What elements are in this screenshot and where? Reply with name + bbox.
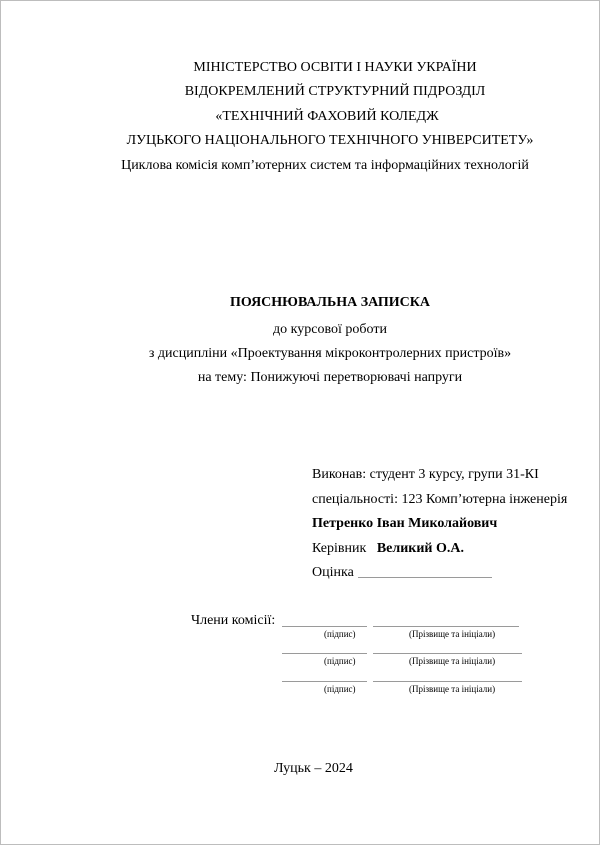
ministry-heading: МІНІСТЕРСТВО ОСВІТИ І НАУКИ УКРАЇНИ — [193, 60, 477, 75]
supervisor-label: Керівник — [312, 541, 367, 556]
document-title: ПОЯСНЮВАЛЬНА ЗАПИСКА — [229, 295, 430, 310]
discipline-line: з дисципліни «Проектування мікроконтролерних пристроїв» — [148, 346, 512, 361]
university-heading: ЛУЦЬКОГО НАЦІОНАЛЬНОГО ТЕХНІЧНОГО УНІВЕРСИТЕТУ» — [126, 133, 534, 148]
course-work-line: до курсової роботи — [273, 322, 387, 337]
commission-members-label: Члени комісії: — [191, 613, 276, 628]
division-heading: ВІДОКРЕМЛЕНИЙ СТРУКТУРНИЙ ПІДРОЗДІЛ — [184, 84, 486, 99]
supervisor-name: Великий О.А. — [376, 541, 464, 556]
grade-underline — [358, 577, 492, 578]
name-caption: (Прізвище та ініціали) — [409, 656, 496, 666]
student-name: Петренко Іван Миколайович — [312, 516, 498, 531]
supervisor-row — [312, 541, 464, 557]
performed-by: Виконав: студент 3 курсу, групи 31-КІ — [312, 467, 539, 482]
grade-label: Оцінка — [312, 565, 354, 580]
name-caption: (Прізвище та ініціали) — [409, 684, 496, 694]
signature-caption: (підпис) — [324, 629, 356, 639]
college-heading: «ТЕХНІЧНИЙ ФАХОВИЙ КОЛЕДЖ — [215, 109, 439, 124]
signature-underline — [282, 626, 367, 627]
city-year: Луцьк – 2024 — [274, 761, 353, 776]
topic-line: на тему: Понижуючі перетворювачі напруги — [197, 370, 463, 385]
name-underline — [373, 681, 522, 682]
name-caption: (Прізвище та ініціали) — [409, 629, 496, 639]
signature-underline — [282, 653, 367, 654]
specialty: спеціальності: 123 Комп’ютерна інженерія — [312, 492, 568, 507]
signature-caption: (підпис) — [324, 656, 356, 666]
signature-caption: (підпис) — [324, 684, 356, 694]
name-underline — [373, 653, 522, 654]
signature-underline — [282, 681, 367, 682]
commission-heading: Циклова комісія комп’ютерних систем та інформаційних технологій — [121, 158, 529, 173]
name-underline — [373, 626, 519, 627]
